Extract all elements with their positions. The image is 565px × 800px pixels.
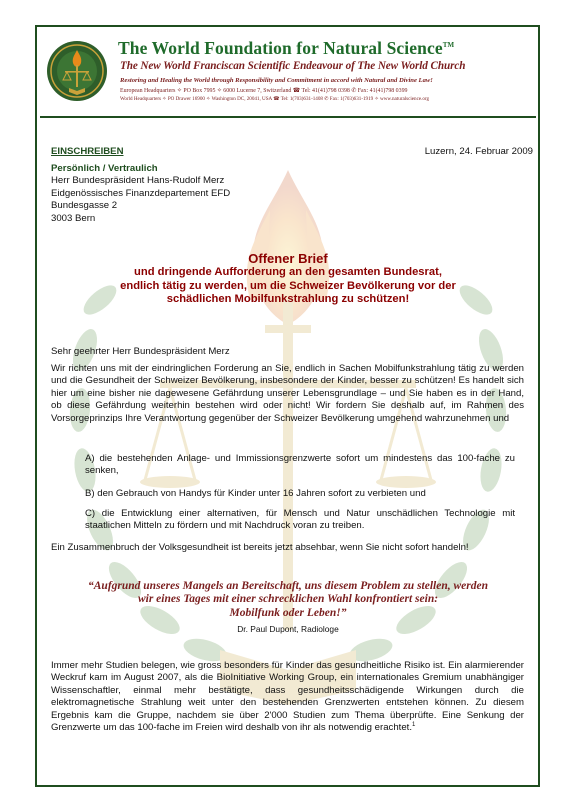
- european-headquarters-address: European Headquarters ✧ PO Box 7995 ✧ 6000 Lucerne 7, Switzerland ☎ Tel: 41(41)798 0398 ✆ Fax: 41(41)798 0399: [120, 88, 408, 94]
- recipient-street: Bundesgasse 2: [51, 200, 118, 212]
- recipient-address: [51, 163, 230, 225]
- header-divider: [40, 116, 536, 118]
- letter-title: [48, 251, 528, 307]
- salutation: Sehr geehrter Herr Bundespräsident Merz: [51, 346, 230, 357]
- registered-mail-label: EINSCHREIBEN: [51, 146, 124, 157]
- title-sub-line-3: schädlichen Mobilfunkstrahlung zu schützen!: [166, 293, 410, 305]
- demand-item-b: B) den Gebrauch von Handys für Kinder unter 16 Jahren sofort zu verbieten und: [85, 488, 426, 499]
- foundation-subtitle: The New World Franciscan Scientific Endeavour of The New World Church: [120, 60, 466, 72]
- confidential-label: Persönlich / Vertraulich: [51, 163, 158, 174]
- paragraph-3: [51, 660, 524, 734]
- recipient-department: Eidgenössisches Finanzdepartement EFD: [51, 187, 231, 199]
- quote: [48, 580, 528, 620]
- foundation-seal-icon: [46, 40, 108, 102]
- quote-line-1: “Aufgrund unseres Mangels an Bereitschaft, uns diesem Problem zu stellen, werden: [88, 580, 488, 592]
- title-main: Offener Brief: [248, 251, 328, 266]
- recipient-name: Herr Bundespräsident Hans-Rudolf Merz: [51, 175, 225, 187]
- quote-author: Dr. Paul Dupont, Radiologe: [237, 624, 339, 634]
- letterhead: [40, 32, 536, 120]
- title-sub-line-2: endlich tätig zu werden, um die Schweizer Bevölkerung vor der: [120, 279, 456, 292]
- paragraph-3-text: Immer mehr Studien belegen, wie gross besonders für Kinder das gesundheitliche Risiko ist. Ein alarmierender Weckruf kam im August 2007, als die BioInitiative Working Group, ein internationales Gremium unabhängiger Wissenschaftler, einmal mehr bestätigte, dass gesundheitsschädigende Wirkungen durch die elektromagnetische Strahlung weit unter den bestehenden Grenzwerten entstehen können. Zu diesem Ergebnis kam die Gruppe, nachdem sie über 2'000 Studien zum Thema überprüfte. Eine Senkung der Grenzwerte um das 100-fache im Freien wird deshalb von ihr als notwendig erachtet.: [51, 660, 524, 734]
- demand-item-a: A) die bestehenden Anlage- und Immissionsgrenzwerte sofort um mindestens das 100-fache zu senken,: [85, 453, 515, 477]
- quote-line-2: wir eines Tages mit einer schrecklichen Wahl konfrontiert sein:: [137, 593, 439, 606]
- foundation-motto: Restoring and Healing the World through Responsibility and Commitment in accord with Natural and Divine Law!: [120, 77, 433, 84]
- demand-item-c: C) die Entwicklung einer alternativen, für Mensch und Natur unschädlichen Technologie mit staatlichen Mitteln zu fördern und mit Nachdruck voran zu treiben.: [85, 508, 515, 532]
- quote-line-3: Mobilfunk oder Leben!”: [229, 606, 347, 619]
- recipient-city: 3003 Bern: [51, 212, 96, 224]
- paragraph-2: Ein Zusammenbruch der Volksgesundheit ist bereits jetzt absehbar, wenn Sie nicht sofort handeln!: [51, 542, 469, 553]
- footnote-marker[interactable]: 1: [412, 721, 416, 728]
- foundation-title: The World Foundation for Natural Science™: [118, 38, 455, 58]
- world-headquarters-address: World Headquarters ✧ PO Drawer 16900 ✧ Washington DC, 20041, USA ☎ Tel: 1(703)631-1408 ✆ Fax: 1(703)631-1919 ✧ www.naturalscience.org: [120, 96, 430, 102]
- paragraph-1: Wir richten uns mit der eindringlichen Forderung an Sie, endlich in Sachen Mobilfunkstrahlung tätig zu werden und die Gesundheit der Schweizer Bevölkerung, insbesondere der Kinder, besser zu schützen! Es handelt sich hier um eine bisher nie dagewesene Gefährdung unserer Lebensgrundlage – und Sie haben es in der Hand, ob diese Gefährdung weiterhin bestehen wird oder nicht! Wir fordern Sie deshalb auf, im Rahmen des Vorsorgeprinzips Ihre Verantwortung gegenüber der Schweizer Bevölkerung umgehend wahrzunehmen und: [51, 363, 524, 424]
- title-sub-line-1: und dringende Aufforderung an den gesamten Bundesrat,: [134, 266, 442, 278]
- letter-date: Luzern, 24. Februar 2009: [424, 146, 533, 157]
